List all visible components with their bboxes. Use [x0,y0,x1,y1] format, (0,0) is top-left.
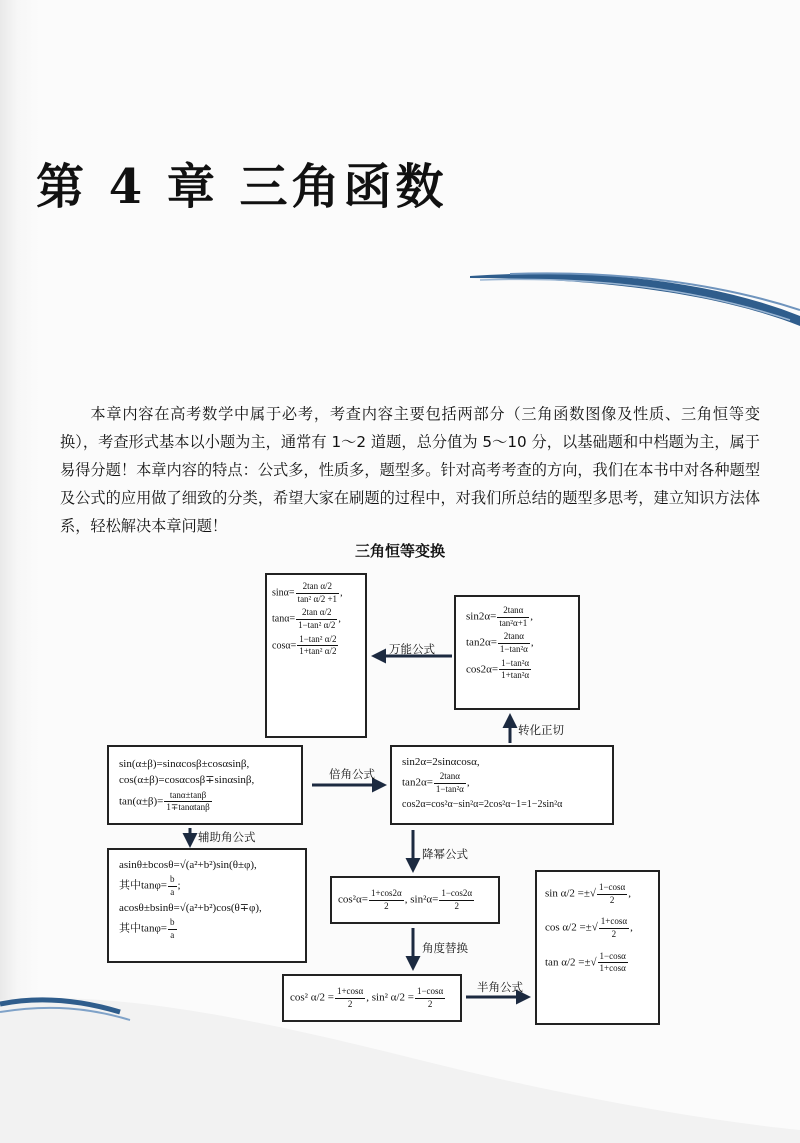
punct: ; [177,880,181,893]
punct: , [466,777,470,790]
formula-lhs: tan(α±β)= [119,795,164,808]
decorative-swoosh-bottom [0,990,800,1143]
label-to-tan: 转化正切 [518,723,564,737]
aux-line-3: acosθ±bsinθ=√(a²+b²)cos(θ∓φ), [119,901,262,914]
numerator: 1−tan²α [499,658,531,671]
formula-lhs: cos² α/2 = [290,991,334,1004]
punct: , [340,587,343,599]
denominator: a [170,886,175,897]
sum-cos-line: cos(α±β)=cosαcosβ∓sinαsinβ, [119,774,255,787]
diagram-title: 三角恒等变换 [354,542,445,560]
punct: , [530,610,534,623]
numerator: 2tanα [497,605,529,618]
aux-line-1: asinθ±bcosθ=√(a²+b²)sin(θ±φ), [119,859,257,871]
label-auxiliary: 辅助角公式 [198,830,256,844]
double-sin-line: sin2α=2sinαcosα, [402,756,480,768]
numerator: 2tanα [434,771,466,784]
label-half: 半角公式 [477,980,523,994]
formula-lhs: tan α/2 =±√ [545,956,597,969]
denominator: 2 [454,900,459,911]
punct: , [404,893,408,906]
numerator: 1+cosα [599,916,629,929]
label-power-reduce: 降幂公式 [422,847,468,861]
punct: , [628,887,631,900]
intro-paragraph: 本章内容在高考数学中属于必考，考查内容主要包括两部分（三角函数图像及性质、三角恒等变换），考查形式基本以小题为主，通常有 1～2 道题，总分值为 5～10 分，以基础题和中档题为主，属于易得分题！本章内容的特点：公式多，性质多，题型多。针对高考考查的方向，我们在本书中对各种题型及公式的应用做了细致的分类，希望大家在刷题的过程中，对我们所总结的题型多思考，建立知识方法体系，轻松解决本章问题！ [60,405,760,535]
numerator: b [168,917,177,930]
formula-lhs: sinα= [272,587,295,599]
numerator: 1−cosα [598,951,628,964]
denominator: 1∓tanαtanβ [166,802,210,813]
numerator: b [168,874,177,887]
numerator: 2tan α/2 [296,581,340,594]
formula-lhs: cosα= [272,640,297,652]
numerator: 1−cos2α [439,888,474,901]
formula-lhs: sin² α/2 = [371,991,414,1004]
formula-lhs: sin²α= [410,893,439,906]
punct: , [338,613,341,625]
numerator: 2tan α/2 [296,607,337,620]
punct: , [366,991,370,1004]
numerator: 2tanα [498,631,530,644]
formula-lhs: tan2α= [402,777,433,790]
formula-lhs: 其中tanφ= [119,880,167,893]
denominator: 1−tan²α [435,783,464,794]
formula-lhs: 其中tanφ= [119,922,167,935]
chapter-title: 第 4 章 三角函数 [36,159,448,215]
denominator: a [170,929,175,940]
denominator: 1−tan²α [499,644,528,655]
denominator: 2 [384,900,389,911]
numerator: 1−cosα [597,882,627,895]
sum-sin-line: sin(α±β)=sinαcosβ±cosαsinβ, [119,758,250,770]
double-cos-line: cos2α=cos²α−sin²α=2cos²α−1=1−2sin²α [402,798,563,810]
denominator: 2 [611,929,617,940]
denominator: 1−tan² α/2 [298,620,336,631]
numerator: 1+cos2α [369,888,404,901]
denominator: tan² α/2 +1 [297,593,338,604]
numerator: tanα±tanβ [164,790,211,803]
formula-lhs: tan2α= [466,637,497,650]
formula-lhs: sin2α= [466,610,497,623]
formula-lhs: tanα= [272,613,296,625]
punct: , [630,922,633,935]
label-angle-convert: 角度替换 [422,941,468,955]
denominator: 2 [609,894,615,905]
numerator: 1+cosα [335,986,365,999]
formula-lhs: cos α/2 =±√ [545,922,598,935]
punct: , [530,637,534,650]
label-universal: 万能公式 [389,642,435,656]
numerator: 1−cosα [415,986,445,999]
label-double: 倍角公式 [329,767,375,781]
denominator: 2 [347,998,353,1009]
numerator: 1−tan² α/2 [297,634,338,647]
denominator: 1+cosα [599,963,626,974]
formula-lhs: cos²α= [338,893,368,906]
denominator: 1+tan² α/2 [299,646,337,657]
denominator: 2 [427,998,433,1009]
formula-lhs: sin α/2 =±√ [545,887,596,900]
denominator: tan²α+1 [499,617,528,628]
formula-lhs: cos2α= [466,663,499,676]
denominator: 1+tan²α [501,670,530,681]
